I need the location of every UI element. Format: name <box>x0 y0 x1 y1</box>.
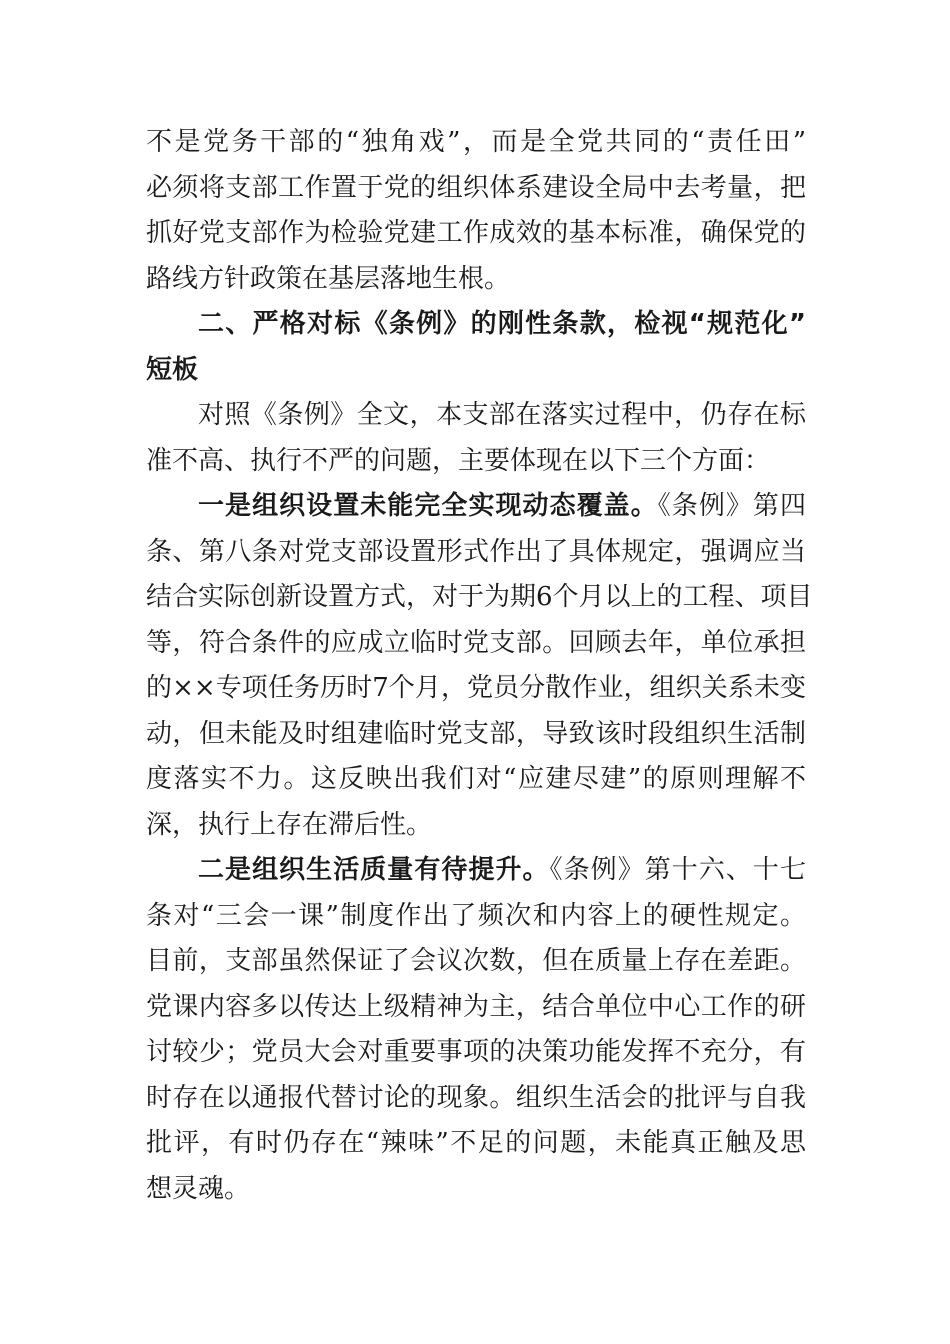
text-line: 目前，支部虽然保证了会议次数，但在质量上存在差距。 <box>146 946 806 976</box>
bold-lead: 二是组织生活质量有待提升。 <box>198 855 550 885</box>
text-line: 深，执行上存在滞后性。 <box>146 809 433 840</box>
text-line: 对照《条例》全文，本支部在落实过程中，仍存在标 <box>198 400 806 430</box>
text-line <box>146 848 806 894</box>
paragraph-4 <box>146 848 806 1212</box>
bold-lead: 一是组织设置未能完全实现动态覆盖。 <box>198 491 658 521</box>
text-line: 等，符合条件的应成立临时党支部。回顾去年，单位承担 <box>146 627 806 658</box>
text-line: 抓好党支部作为检验党建工作成效的基本标准，确保党的 <box>146 218 806 248</box>
text-line: 准不高、执行不严的问题，主要体现在以下三个方面： <box>146 445 771 476</box>
paragraph-2 <box>146 393 806 484</box>
text-line: 讨较少；党员大会对重要事项的决策功能发挥不充分，有 <box>146 1037 806 1067</box>
text-run: 《条例》第十六、十七 <box>549 855 806 885</box>
text-line: 批评，有时仍存在“辣味”不足的问题，未能真正触及思 <box>146 1128 806 1158</box>
text-line: 结合实际创新设置方式，对于为期6个月以上的工程、项目 <box>146 582 813 612</box>
document-body <box>146 120 813 1212</box>
text-run: 《条例》第四 <box>657 491 806 521</box>
text-line: 动，但未能及时组建临时党支部，导致该时段组织生活制 <box>146 718 806 749</box>
text-line: 路线方针政策在基层落地生根。 <box>146 263 511 294</box>
text-line: 时存在以通报代替讨论的现象。组织生活会的批评与自我 <box>146 1082 806 1113</box>
text-line: 条对“三会一课”制度作出了频次和内容上的硬性规定。 <box>146 900 806 931</box>
text-line: 不是党务干部的“独角戏”，而是全党共同的“责任田” <box>146 127 806 157</box>
heading-line: 二、严格对标《条例》的刚性条款，检视“规范化” <box>198 309 806 339</box>
text-line: 条、第八条对党支部设置形式作出了具体规定，强调应当 <box>146 536 806 567</box>
paragraph-3 <box>146 484 813 848</box>
text-line: 度落实不力。这反映出我们对“应建尽建”的原则理解不 <box>146 764 806 794</box>
section-heading-2 <box>146 302 806 393</box>
heading-line: 短板 <box>146 354 199 385</box>
text-line: 想灵魂。 <box>146 1173 251 1204</box>
text-line: 党课内容多以传达上级精神为主，结合单位中心工作的研 <box>146 991 806 1022</box>
paragraph-1 <box>146 120 806 302</box>
text-line: 必须将支部工作置于党的组织体系建设全局中去考量，把 <box>146 172 806 203</box>
text-line: 的××专项任务历时7个月，党员分散作业，组织关系未变 <box>146 673 806 703</box>
text-line <box>146 484 806 530</box>
